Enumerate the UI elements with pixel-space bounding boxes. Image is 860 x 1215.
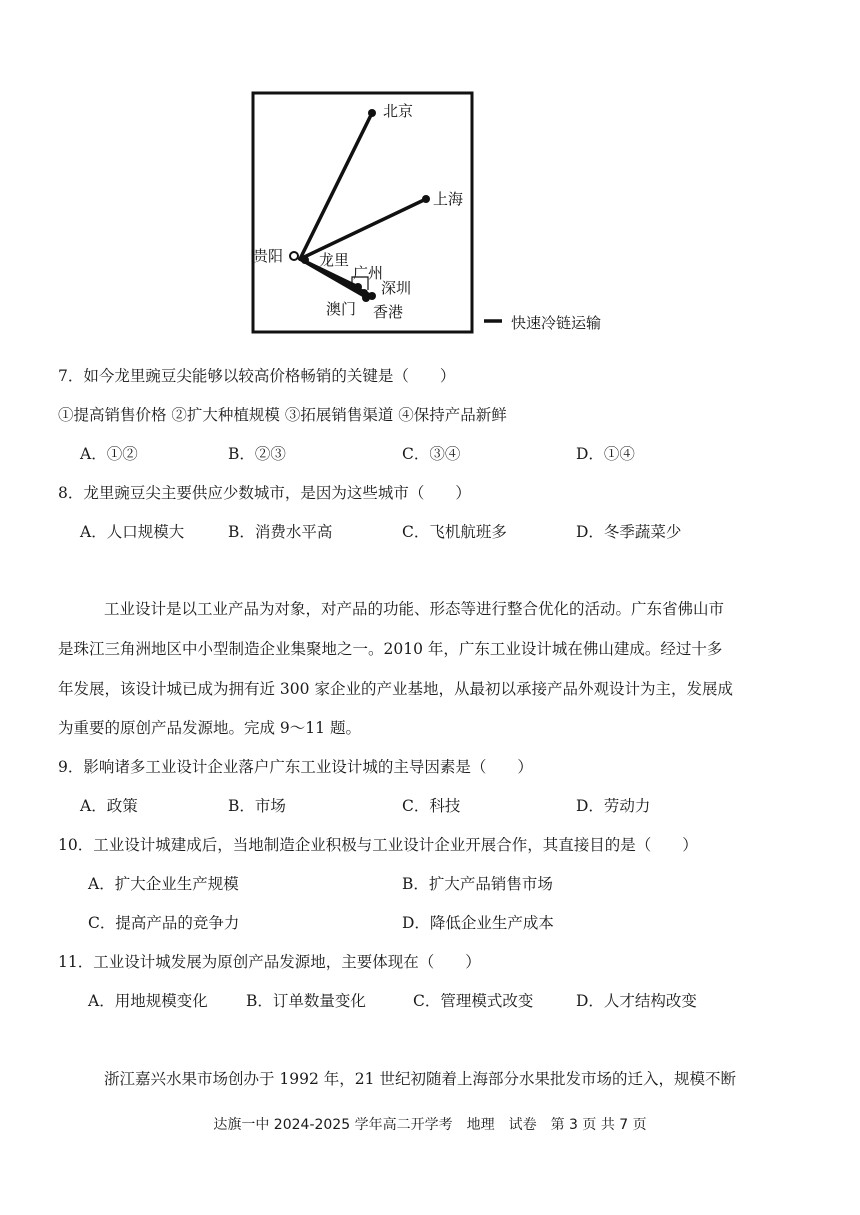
label-guangzhou: 广州 xyxy=(353,264,384,282)
label-beijing: 北京 xyxy=(383,102,414,120)
q10-option-b: B．扩大产品销售市场 xyxy=(402,875,553,893)
route-shanghai xyxy=(300,199,426,259)
q7-choices: ①提高销售价格 ②扩大种植规模 ③拓展销售渠道 ④保持产品新鲜 xyxy=(58,406,507,424)
q7-option-b: B．②③ xyxy=(228,445,286,463)
q8-option-c: C．飞机航班多 xyxy=(402,523,507,541)
city-dot-beijing xyxy=(368,109,376,117)
legend-label: 快速冷链运输 xyxy=(511,314,602,332)
passage1-line-4: 为重要的原创产品发源地。完成 9～11 题。 xyxy=(58,719,361,737)
q11-option-d: D．人才结构改变 xyxy=(576,992,697,1010)
passage1-line-3: 年发展，该设计城已成为拥有近 300 家企业的产业基地，从最初以承接产品外观设计为主，发展成 xyxy=(58,680,733,698)
q8-stem: 8．龙里豌豆尖主要供应少数城市，是因为这些城市（ ） xyxy=(58,484,471,502)
q10-stem: 10．工业设计城建成后，当地制造企业积极与工业设计企业开展合作，其直接目的是（ ） xyxy=(58,836,698,854)
passage1-line-2: 是珠江三角洲地区中小型制造企业集聚地之一。2010 年，广东工业设计城在佛山建成。经过十多 xyxy=(58,640,723,658)
q7-option-d: D．①④ xyxy=(576,445,635,463)
q8-option-d: D．冬季蔬菜少 xyxy=(576,523,682,541)
label-shanghai: 上海 xyxy=(433,190,464,208)
map-svg xyxy=(0,0,860,360)
route-beijing xyxy=(300,113,372,259)
city-dot-longli xyxy=(301,256,309,264)
city-dot-hongkong xyxy=(368,292,376,300)
q7-option-c: C．③④ xyxy=(402,445,461,463)
label-guiyang: 贵阳 xyxy=(253,247,284,265)
q11-option-a: A．用地规模变化 xyxy=(88,992,208,1010)
q9-option-a: A．政策 xyxy=(80,797,138,815)
label-longli: 龙里 xyxy=(319,251,350,269)
label-hongkong: 香港 xyxy=(373,303,404,321)
cold-chain-map xyxy=(0,0,860,360)
q10-option-d: D．降低企业生产成本 xyxy=(402,914,554,932)
q11-option-b: B．订单数量变化 xyxy=(246,992,366,1010)
q11-stem: 11．工业设计城发展为原创产品发源地，主要体现在（ ） xyxy=(58,953,481,971)
q9-option-d: D．劳动力 xyxy=(576,797,651,815)
label-shenzhen: 深圳 xyxy=(381,279,412,297)
city-dot-guiyang xyxy=(290,252,298,260)
q7-option-a: A．①② xyxy=(80,445,138,463)
passage2-line-1: 浙江嘉兴水果市场创办于 1992 年，21 世纪初随着上海部分水果批发市场的迁入，规模不断 xyxy=(104,1070,736,1088)
page-footer: 达旗一中 2024-2025 学年高二开学考 地理 试卷 第 3 页 共 7 页 xyxy=(213,1117,647,1133)
q8-option-b: B．消费水平高 xyxy=(228,523,333,541)
label-macau: 澳门 xyxy=(326,300,357,318)
q9-option-b: B．市场 xyxy=(228,797,286,815)
q10-option-a: A．扩大企业生产规模 xyxy=(88,875,239,893)
city-dot-shanghai xyxy=(422,195,430,203)
q8-option-a: A．人口规模大 xyxy=(80,523,185,541)
q10-option-c: C．提高产品的竞争力 xyxy=(88,914,240,932)
q9-option-c: C．科技 xyxy=(402,797,461,815)
q9-stem: 9．影响诸多工业设计企业落户广东工业设计城的主导因素是（ ） xyxy=(58,758,533,776)
q7-stem: 7．如今龙里豌豆尖能够以较高价格畅销的关键是（ ） xyxy=(58,367,456,385)
city-dot-guangzhou xyxy=(354,283,362,291)
passage1-line-1: 工业设计是以工业产品为对象，对产品的功能、形态等进行整合优化的活动。广东省佛山市 xyxy=(104,600,725,618)
q11-option-c: C．管理模式改变 xyxy=(413,992,534,1010)
